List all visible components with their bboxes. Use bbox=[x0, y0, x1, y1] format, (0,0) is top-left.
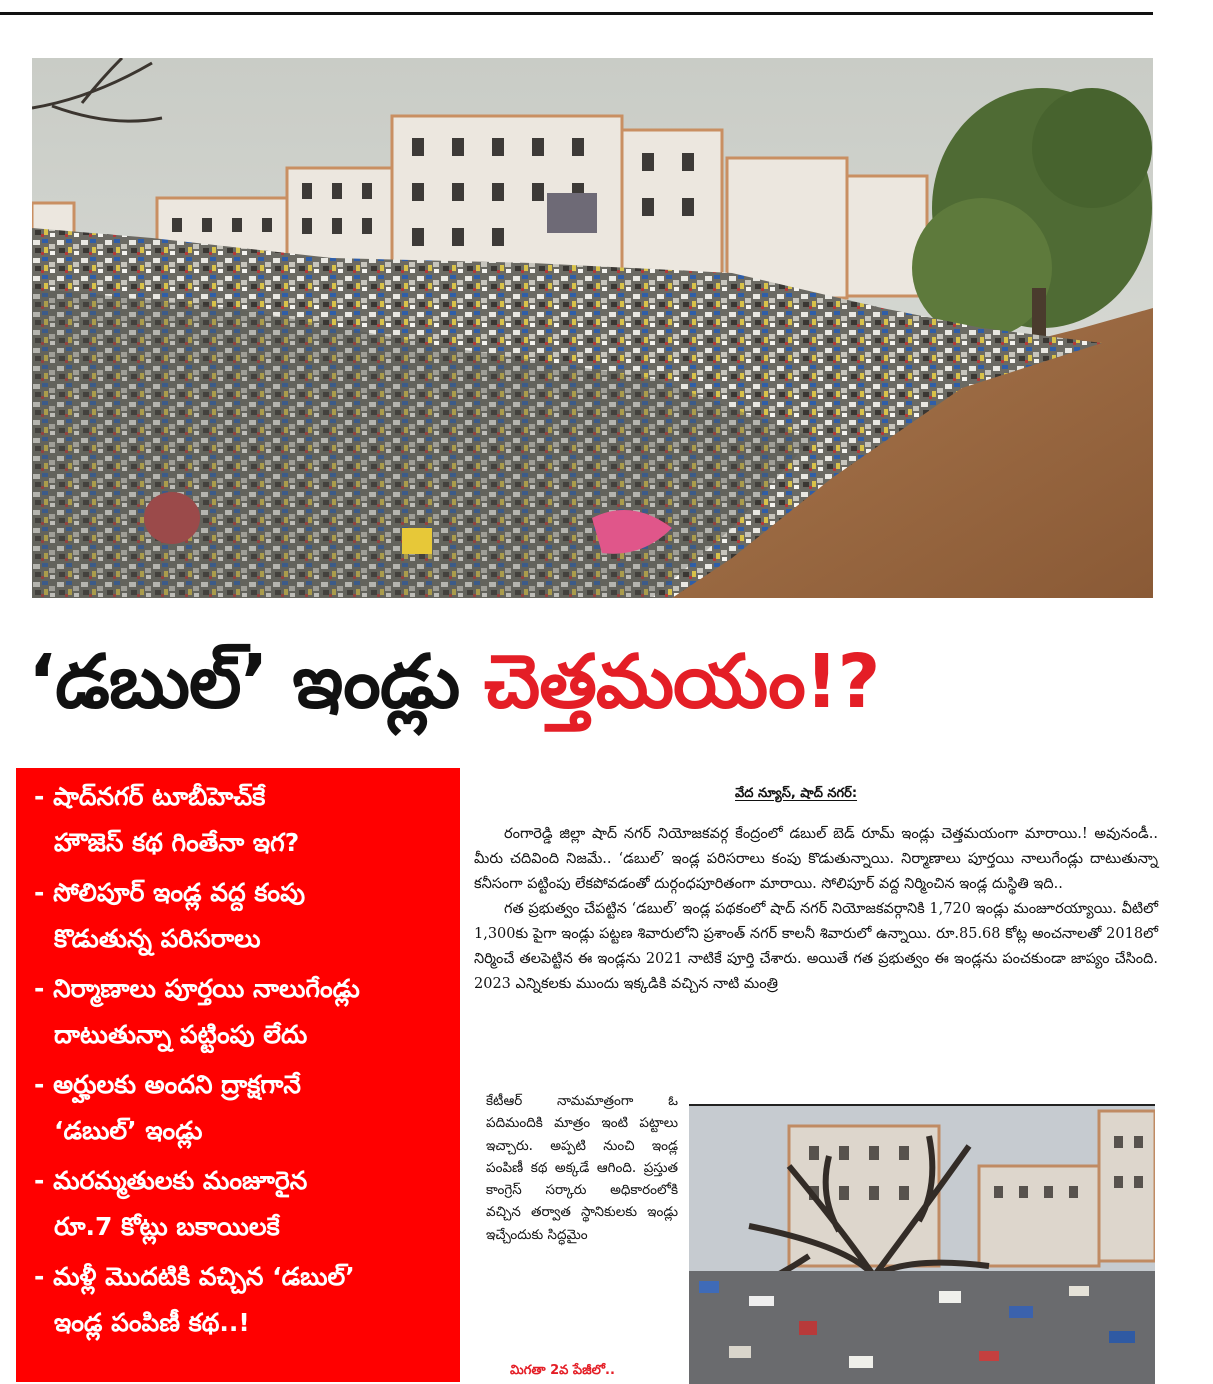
highlight-item: - అర్హులకు అందని ద్రాక్షగానే ‘డబుల్’ ఇండ్లు bbox=[34, 1070, 301, 1145]
highlight-item: - షాద్‌నగర్ టూబీహెచ్‌కే హౌజెస్ కథ గింతేనా ఇగ? bbox=[34, 782, 300, 857]
highlight-item: - నిర్మాణాలు పూర్తయి నాలుగేండ్లు దాటుతున్నా పట్టింపు లేదు bbox=[34, 974, 360, 1049]
headline-part-black: ‘డబుల్’ ఇండ్లు bbox=[28, 639, 484, 725]
article-paragraph: గత ప్రభుత్వం చేపట్టిన ‘డబుల్’ ఇండ్ల పథకంలో షాద్ నగర్ నియోజకవర్గానికి 1,720 ఇండ్లు మంజూరయ్యాయి. వీటిలో 1,300కు పైగా ఇండ్లు పట్టణ శివారులోని ప్రశాంత్ నగర్ కాలనీ శివారులో ఉన్నాయి. రూ.85.68 కోట్ల అంచనాలతో 2018లో నిర్మించే తలపెట్టిన ఈ ఇండ్లను 2021 నాటికే పూర్తి చేశారు. అయితే గత ప్రభుత్వం ఈ ఇండ్లను పంచకుండా జాప్యం చేసింది. 2023 ఎన్నికలకు ముందు ఇక్కడికి వచ్చిన నాటి మంత్రి bbox=[474, 901, 1158, 992]
article-side-column: కేటీఆర్ నామమాత్రంగా ఓ పదిమందికి మాత్రం ఇంటి పట్టాలు ఇచ్చారు. అప్పటి నుంచి ఇండ్ల పంపిణీ కథ అక్కడే ఆగింది. ప్రస్తుత కాంగ్రెస్ సర్కారు అధికారంలోకి వచ్చిన తర్వాత స్థానికులకు ఇండ్లు ఇచ్చేందుకు సిద్ధమైం bbox=[486, 1093, 678, 1243]
byline: వేద న్యూస్, షాద్ నగర్: bbox=[735, 786, 858, 801]
garbage-near-houses-photo bbox=[689, 1104, 1155, 1384]
headline bbox=[28, 622, 1158, 742]
highlight-item: - మరమ్మతులకు మంజూరైన రూ.7 కోట్లు బకాయిలకే bbox=[34, 1166, 308, 1241]
headline-part-red: చెత్తమయం!? bbox=[483, 639, 880, 725]
garbage-dump-photo bbox=[32, 58, 1153, 598]
highlights-box bbox=[16, 768, 460, 1382]
article-body bbox=[474, 822, 1158, 997]
top-rule bbox=[0, 12, 1153, 15]
highlight-item: - సోలిపూర్ ఇండ్ల వద్ద కంపు కొడుతున్న పరిసరాలు bbox=[34, 878, 306, 953]
continued-note: మిగతా 2వ పేజీలో.. bbox=[510, 1363, 615, 1378]
highlight-item: - మళ్లీ మొదటికి వచ్చిన ‘డబుల్’ ఇండ్ల పంపిణీ కథ..! bbox=[34, 1262, 355, 1337]
article-paragraph: రంగారెడ్డి జిల్లా షాద్ నగర్ నియోజకవర్గ కేంద్రంలో డబుల్ బెడ్ రూమ్ ఇండ్లు చెత్తమయంగా మారాయి.! అవునండీ.. మీరు చదివింది నిజమే.. ‘డబుల్’ ఇండ్ల పరిసరాలు కంపు కొడుతున్నాయి. నిర్మాణాలు పూర్తయి నాలుగేండ్లు దాటుతున్నా కనీసంగా పట్టింపు లేకపోవడంతో దుర్గంధపూరితంగా మారాయి. సోలిపూర్ వద్ద నిర్మించిన ఇండ్ల దుస్థితి ఇది.. bbox=[474, 826, 1158, 892]
